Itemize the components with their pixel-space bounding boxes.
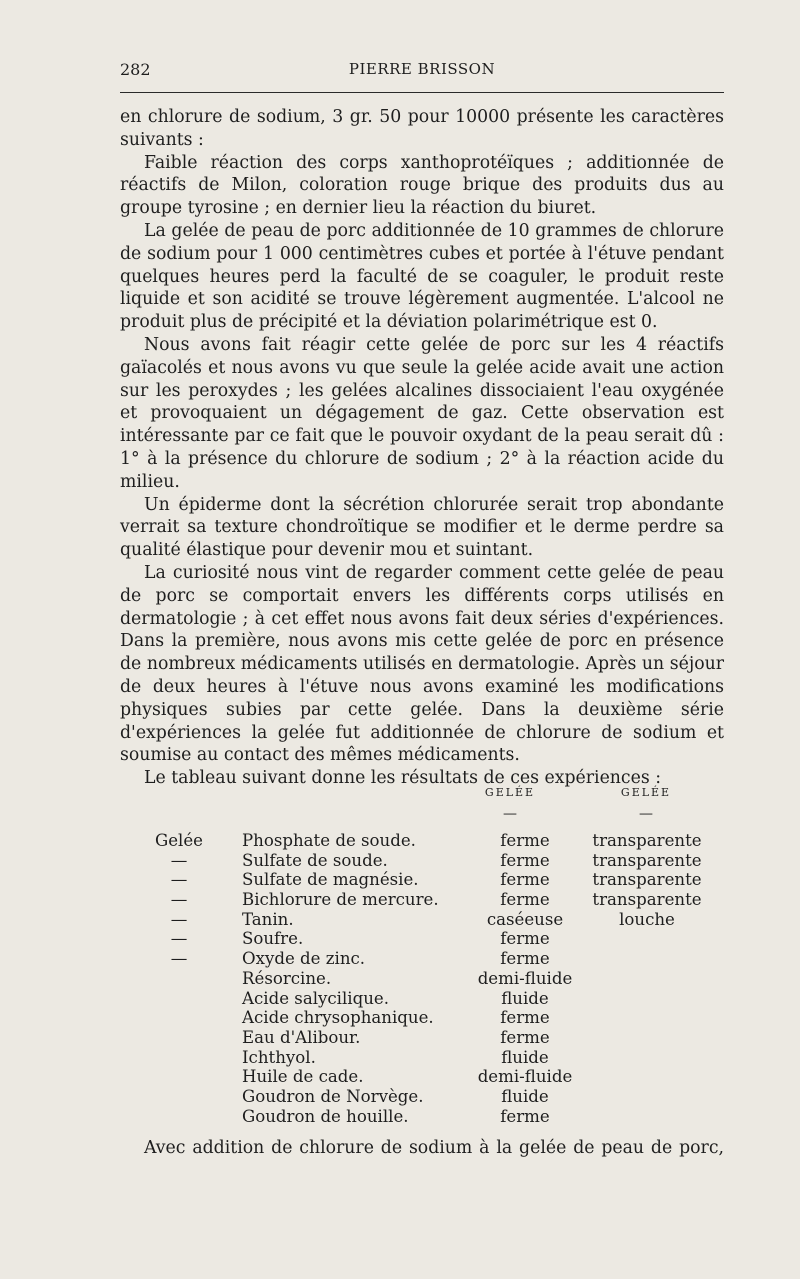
page-number: 282 bbox=[120, 60, 151, 79]
column-header: GELÉE bbox=[484, 786, 536, 799]
table-row bbox=[0, 1087, 800, 1107]
paragraph: La gelée de peau de porc additionnée de 10 grammes de chlorure de sodium pour 1 000 centimètres cubes et portée à l'étuve pendant quelques heures perd la faculté de se coaguler, le produit reste liquide et son acidité se trouve légèrement augmentée. L'alcool ne produit plus de précipité et la déviation polarimétrique est 0. bbox=[120, 220, 724, 333]
substance-name: Acide chrysophanique. bbox=[242, 1008, 434, 1028]
row-label: — bbox=[170, 870, 188, 890]
gelee-consistency: fluide bbox=[501, 988, 549, 1008]
table-row bbox=[0, 989, 800, 1009]
row-label: — bbox=[170, 890, 188, 910]
substance-name: Phosphate de soude. bbox=[242, 831, 416, 850]
gelee-consistency: ferme bbox=[500, 890, 550, 910]
gelee-consistency: ferme bbox=[500, 1106, 550, 1126]
substance-name: Ichthyol. bbox=[242, 1047, 316, 1067]
gelee-consistency: ferme bbox=[500, 870, 550, 890]
column-header: GELÉE bbox=[620, 786, 672, 799]
table-header bbox=[0, 786, 800, 826]
row-label: — bbox=[170, 909, 188, 929]
paragraph: La curiosité nous vint de regarder comment cette gelée de peau de porc se comportait envers les différents corps utilisés en dermatologie ; à cet effet nous avons fait deux séries d'expériences. Dans la première, nous avons mis cette gelée de porc en présence de nombreux médicaments utilisés en dermatologie. Après un séjour de deux heures à l'étuve nous avons examiné les modifications physiques subies par cette gelée. Dans la deuxième série d'expériences la gelée fut additionnée de chlorure de sodium et soumise au contact des mêmes médicaments. bbox=[120, 562, 724, 766]
gelee-consistency: ferme bbox=[500, 929, 550, 949]
gelee-consistency: demi-fluide bbox=[477, 968, 573, 988]
table-row bbox=[0, 1028, 800, 1048]
gelee-appearance: transparente bbox=[592, 831, 702, 850]
substance-name: Sulfate de soude. bbox=[242, 850, 388, 870]
table-row bbox=[0, 1048, 800, 1068]
paragraph: Nous avons fait réagir cette gelée de porc sur les 4 réactifs gaïacolés et nous avons vu que seule la gelée acide avait une action sur les peroxydes ; les gelées alcalines dissociaient l'eau oxygénée et provoquaient un dégagement de gaz. Cette observation est intéressante par ce fait que le pouvoir oxydant de la peau serait dû : 1° à la présence du chlorure de sodium ; 2° à la réaction acide du milieu. bbox=[120, 334, 724, 492]
substance-name: Huile de cade. bbox=[242, 1067, 364, 1087]
substance-name: Résorcine. bbox=[242, 968, 332, 988]
table-row bbox=[0, 1107, 800, 1127]
paragraph: en chlorure de sodium, 3 gr. 50 pour 10000 présente les caractères suivants : bbox=[120, 107, 724, 150]
table-row bbox=[0, 949, 800, 969]
gelee-appearance: transparente bbox=[592, 870, 702, 890]
continuation-line: Avec addition de chlorure de sodium à la gelée de peau de porc, bbox=[144, 1138, 724, 1158]
substance-name: Eau d'Alibour. bbox=[242, 1027, 361, 1047]
substance-name: Tanin. bbox=[242, 909, 294, 929]
table-row bbox=[0, 851, 800, 871]
substance-name: Soufre. bbox=[242, 929, 304, 949]
gelee-consistency: ferme bbox=[500, 1008, 550, 1028]
gelee-appearance: transparente bbox=[592, 850, 702, 870]
body-text bbox=[120, 106, 724, 790]
table-row bbox=[0, 890, 800, 910]
column-dash: — bbox=[503, 806, 517, 822]
gelee-consistency: ferme bbox=[500, 831, 550, 850]
table-row bbox=[0, 831, 800, 851]
gelee-consistency: demi-fluide bbox=[477, 1067, 573, 1087]
row-label: — bbox=[170, 929, 188, 949]
substance-name: Goudron de houille. bbox=[242, 1106, 409, 1126]
results-table bbox=[0, 831, 800, 1126]
gelee-consistency: ferme bbox=[500, 850, 550, 870]
row-label: — bbox=[170, 850, 188, 870]
paragraph: Un épiderme dont la sécrétion chlorurée serait trop abondante verrait sa texture chondroïtique se modifier et le derme perdre sa qualité élastique pour devenir mou et suintant. bbox=[120, 494, 724, 561]
substance-name: Sulfate de magnésie. bbox=[242, 870, 419, 890]
gelee-consistency: fluide bbox=[501, 1047, 549, 1067]
paragraph: Faible réaction des corps xanthoprotéïques ; additionnée de réactifs de Milon, coloration rouge brique des produits dus au groupe tyrosine ; en dernier lieu la réaction du biuret. bbox=[120, 152, 724, 219]
table-row bbox=[0, 910, 800, 930]
gelee-appearance: louche bbox=[619, 909, 675, 929]
table-row bbox=[0, 929, 800, 949]
header-rule bbox=[120, 92, 724, 93]
paragraph: Le tableau suivant donne les résultats de ces expériences : bbox=[144, 768, 662, 789]
gelee-consistency: caséeuse bbox=[486, 909, 564, 929]
column-dash: — bbox=[639, 806, 653, 822]
row-label: Gelée bbox=[154, 831, 204, 850]
table-row bbox=[0, 870, 800, 890]
gelee-consistency: ferme bbox=[500, 1027, 550, 1047]
gelee-consistency: ferme bbox=[500, 949, 550, 969]
running-title: PIERRE BRISSON bbox=[348, 60, 496, 78]
substance-name: Bichlorure de mercure. bbox=[242, 890, 439, 910]
row-label: — bbox=[170, 949, 188, 969]
table-row bbox=[0, 1008, 800, 1028]
page-header bbox=[120, 60, 724, 86]
substance-name: Oxyde de zinc. bbox=[242, 949, 366, 969]
substance-name: Goudron de Norvège. bbox=[242, 1086, 424, 1106]
table-row bbox=[0, 1067, 800, 1087]
gelee-consistency: fluide bbox=[501, 1086, 549, 1106]
gelee-appearance: transparente bbox=[592, 890, 702, 910]
table-row bbox=[0, 969, 800, 989]
substance-name: Acide salycilique. bbox=[242, 988, 390, 1008]
